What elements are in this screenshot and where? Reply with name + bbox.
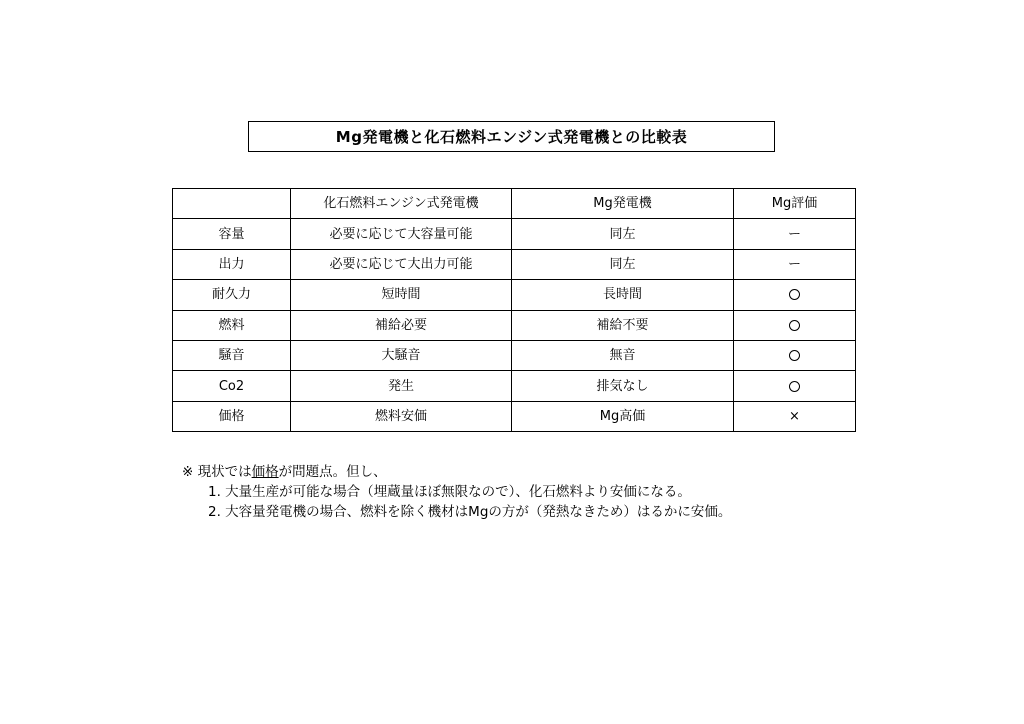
table-body [173,189,856,432]
row-mg-cell: 排気なし [512,371,734,401]
table-row [173,340,856,370]
row-fossil-cell: 必要に応じて大容量可能 [291,219,512,249]
row-eval-cell [734,310,856,340]
note-text-price: 価格 [251,464,279,480]
header-cell-mg: Mg発電機 [512,189,734,219]
row-item-cell: Co2 [173,371,291,401]
header-cell-eval: Mg評価 [734,189,856,219]
comparison-table [172,188,856,432]
row-mg-cell: 同左 [512,249,734,279]
circle-mark [789,381,800,392]
note-text-post: が問題点。但し、 [278,464,387,480]
table-row [173,280,856,310]
page-title [248,121,775,152]
row-mg-cell: 長時間 [512,280,734,310]
row-eval-cell [734,371,856,401]
row-eval-cell [734,280,856,310]
table-row [173,371,856,401]
row-eval-cell: ー [734,249,856,279]
header-cell-empty [173,189,291,219]
note-item-2: 2. 大容量発電機の場合、燃料を除く機材はMgの方が（発熱なきため）はるかに安価。 [208,504,732,520]
row-item-cell: 容量 [173,219,291,249]
page-title-text: Mg発電機と化石燃料エンジン式発電機との比較表 [335,128,688,146]
row-mg-cell: 同左 [512,219,734,249]
row-eval-cell [734,340,856,370]
table-row [173,219,856,249]
row-eval-cell: × [734,401,856,431]
row-fossil-cell: 発生 [291,371,512,401]
row-item-cell: 価格 [173,401,291,431]
table-row [173,401,856,431]
row-item-cell: 耐久力 [173,280,291,310]
row-eval-cell: ー [734,219,856,249]
circle-mark [789,350,800,361]
circle-mark [789,289,800,300]
row-fossil-cell: 燃料安価 [291,401,512,431]
row-item-cell: 燃料 [173,310,291,340]
row-fossil-cell: 大騒音 [291,340,512,370]
note-mark: ※ [182,464,194,480]
table-row [173,249,856,279]
row-mg-cell: Mg高価 [512,401,734,431]
row-item-cell: 騒音 [173,340,291,370]
notes [182,462,731,522]
row-fossil-cell: 補給必要 [291,310,512,340]
header-cell-fossil: 化石燃料エンジン式発電機 [291,189,512,219]
note-text-pre: 現状では [197,464,252,480]
row-item-cell: 出力 [173,249,291,279]
note-item-1: 1. 大量生産が可能な場合（埋蔵量ほぼ無限なので）、化石燃料より安価になる。 [208,484,691,500]
note-line-1 [182,462,731,482]
circle-mark [789,320,800,331]
row-mg-cell: 補給不要 [512,310,734,340]
row-mg-cell: 無音 [512,340,734,370]
table-row [173,310,856,340]
row-fossil-cell: 必要に応じて大出力可能 [291,249,512,279]
table-header-row [173,189,856,219]
row-fossil-cell: 短時間 [291,280,512,310]
